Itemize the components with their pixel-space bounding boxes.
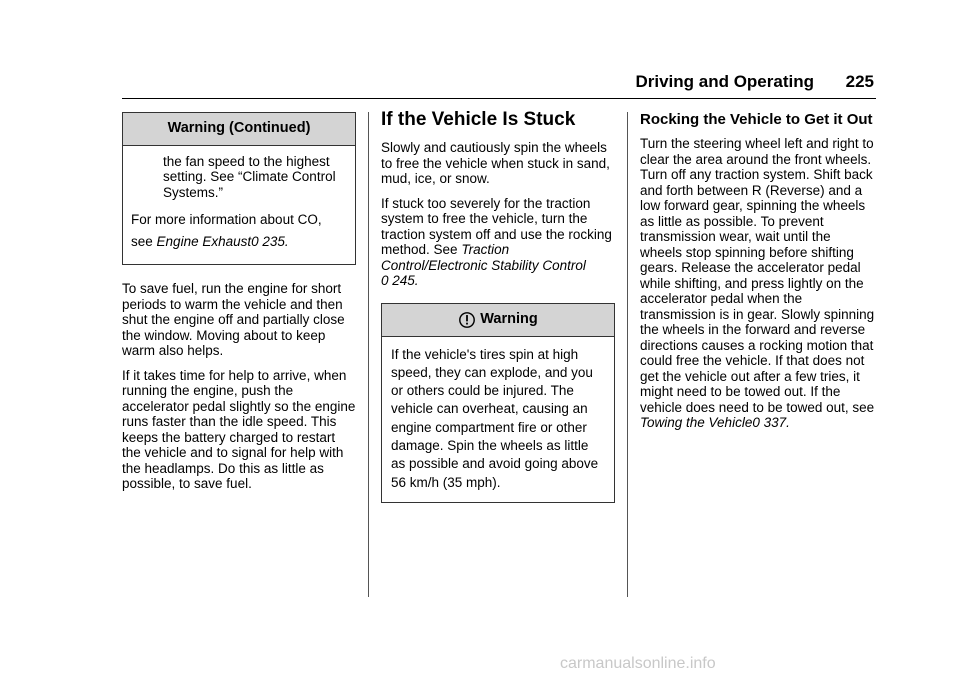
see-reference [131,233,347,251]
paragraph-text: Turn the steering wheel left and right to clear the area around the front wheels. Turn off any traction system. Shift back and forth between R (Reverse) and a low forward gear, spinning the wheels as little as possible. To prevent transmission wear, wait until the wheels stop spinning before shifting gears. Release the accelerator pedal while shifting, and press lightly on the accelerator pedal when the transmission is in gear. Slowly spinning the wheels in the forward and reverse directions causes a rocking motion that could free the vehicle. If that does not get the vehicle out after a few tries, it might need to be towed out. If the vehicle does need to be towed out, see [640,136,875,415]
column-right [640,112,876,440]
column-left [122,112,356,501]
reference-link[interactable]: Traction Control/Electronic Stability Control [381,242,586,273]
warning-continued-box [122,112,356,265]
section-heading: If the Vehicle Is Stuck [381,109,576,130]
page-ref-number: 235. [262,234,289,249]
page-number: 225 [845,72,874,91]
column-middle [381,109,615,519]
reference-link[interactable]: Engine Exhaust [156,234,252,249]
see-word: see [131,234,153,249]
page-ref-number: 337. [763,415,790,430]
page-ref-mark: 0 [381,273,389,288]
warning-box [381,303,615,503]
paragraph: If it takes time for help to arrive, when running the engine, push the accelerator pedal slightly so the engine runs faster than the idle speed. This keeps the battery charged to restart the vehicle and to signal for help with the headlamps. Do this as little as possible, to save fuel. [122,367,356,491]
warning-box-title: Warning [480,310,538,327]
reference-link[interactable]: Towing the Vehicle [640,415,753,430]
more-info-text: For more information about CO, [131,212,322,227]
warning-box-header [382,304,614,337]
column-divider [368,112,369,597]
warning-box-body: If the vehicle's tires spin at high speed, they can explode, and you or others could be injured. The vehicle can overheat, causing an engine compartment fire or other damage. Spin the wheels as little as possible and avoid going above 56 km/h (35 mph). [391,346,599,490]
page-header [122,70,876,99]
paragraph: Slowly and cautiously spin the wheels to free the vehicle when stuck in sand, mud, ice, or snow. [381,140,610,186]
paragraph [381,196,615,289]
watermark: carmanualsonline.info [560,655,716,672]
warning-box-title: Warning (Continued) [123,113,355,146]
paragraph-text: If stuck too severely for the traction system to free the vehicle, turn the traction system off and use the rocking method. See [381,195,612,257]
section-title: Driving and Operating [635,72,814,91]
warning-icon [458,311,476,329]
page-ref-mark: 0 [251,234,259,249]
subsection-heading: Rocking the Vehicle to Get it Out [640,111,873,128]
page-ref-number: 245. [392,273,419,288]
paragraph [640,136,876,431]
column-divider [627,112,628,597]
warning-box-body [123,146,355,265]
paragraph: To save fuel, run the engine for short periods to warm the vehicle and then shut the engine off and partially close the window. Moving about to keep warm also helps. [122,281,345,358]
page-ref-mark: 0 [752,415,760,430]
warning-indented-text: the fan speed to the highest setting. See “Climate Control Systems.” [163,153,336,200]
